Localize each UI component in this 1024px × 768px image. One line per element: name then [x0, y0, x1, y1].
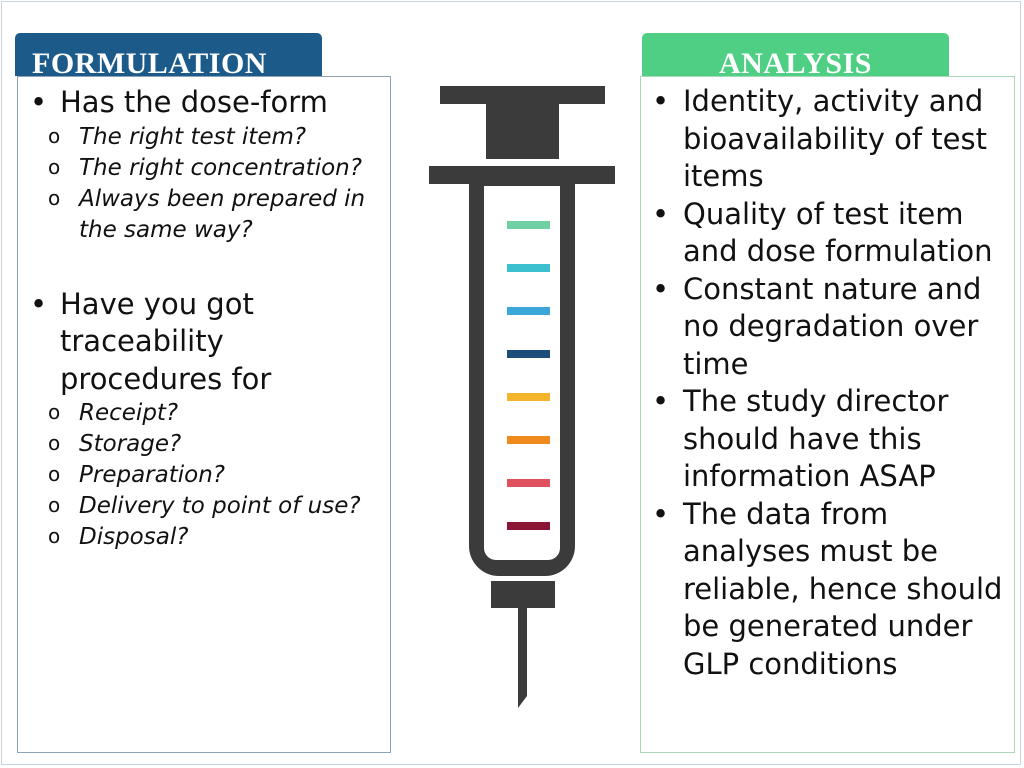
sub-bullet-marker: o [48, 400, 61, 424]
sub-bullet-marker: o [48, 185, 61, 210]
formulation-subitem [28, 153, 388, 184]
formulation-subitem-text: Storage? [79, 431, 182, 457]
syringe-graduation-mark [507, 307, 550, 315]
sub-bullet-marker: o [48, 154, 61, 179]
list-spacer [28, 246, 388, 286]
formulation-subitem [28, 429, 388, 460]
formulation-subitem-text: Preparation? [79, 462, 225, 488]
syringe-plunger-rod [486, 104, 559, 159]
bullet-marker: • [652, 384, 670, 418]
formulation-subitem [28, 491, 388, 522]
syringe-graduation-mark [507, 522, 550, 530]
syringe-needle [518, 608, 527, 708]
formulation-item [28, 84, 388, 246]
formulation-item-text: Has the dose-form [60, 85, 328, 119]
analysis-item-text: The study director should have this information ASAP [683, 384, 949, 493]
sub-bullet-marker: o [48, 462, 61, 486]
analysis-item [650, 196, 1012, 271]
syringe-flange [429, 166, 615, 184]
formulation-title: FORMULATION [32, 47, 267, 76]
formulation-list [28, 84, 388, 553]
analysis-item-text: Identity, activity and bioavailability of test items [683, 84, 987, 193]
sub-bullet-marker: o [48, 493, 61, 517]
bullet-marker: • [30, 85, 48, 119]
formulation-subitem [28, 460, 388, 491]
analysis-panel [640, 76, 1015, 753]
formulation-subitem-text: The right test item? [79, 123, 307, 150]
analysis-item [650, 383, 1012, 496]
formulation-subitem [28, 398, 388, 429]
analysis-title: ANALYSIS [719, 47, 872, 76]
bullet-marker: • [652, 196, 670, 231]
bullet-marker: • [652, 496, 670, 531]
formulation-subitem-text: The right concentration? [79, 154, 362, 181]
formulation-subitem-text: Always been prepared in the same way? [79, 185, 366, 243]
syringe-graduation-mark [507, 221, 550, 229]
analysis-item [650, 83, 1012, 196]
formulation-item-text: Have you got traceability procedures for [60, 286, 272, 396]
formulation-subitem [28, 184, 388, 246]
formulation-subitem-text: Disposal? [79, 524, 189, 550]
analysis-item-text: The data from analyses must be reliable, hence should be generated under GLP conditions [683, 496, 1003, 681]
analysis-item [650, 271, 1012, 384]
formulation-item [28, 286, 388, 554]
syringe-barrel [469, 184, 575, 576]
syringe-graduation-mark [507, 436, 550, 444]
bullet-marker: • [652, 271, 670, 306]
formulation-subitem [28, 522, 388, 553]
analysis-item-text: Constant nature and no degradation over time [683, 271, 982, 381]
syringe-graduation-mark [507, 393, 550, 401]
formulation-subitem-text: Receipt? [79, 400, 179, 426]
bullet-marker: • [652, 84, 670, 118]
syringe-icon [426, 84, 618, 712]
syringe-illustration [426, 84, 618, 712]
analysis-list [650, 83, 1012, 683]
sub-bullet-marker: o [48, 123, 61, 148]
formulation-header [15, 33, 322, 76]
formulation-subitem [28, 122, 388, 153]
bullet-marker: • [30, 286, 48, 321]
syringe-graduation-mark [507, 264, 550, 272]
syringe-graduation-mark [507, 350, 550, 358]
sub-bullet-marker: o [48, 524, 61, 548]
analysis-item-text: Quality of test item and dose formulation [683, 196, 993, 268]
formulation-panel [17, 76, 391, 753]
analysis-header [642, 33, 949, 76]
formulation-subitem-text: Delivery to point of use? [79, 493, 361, 519]
syringe-plunger-cap [440, 86, 605, 104]
sub-bullet-marker: o [48, 431, 61, 455]
syringe-graduation-mark [507, 479, 550, 487]
analysis-item [650, 496, 1012, 684]
syringe-hub [491, 581, 555, 608]
